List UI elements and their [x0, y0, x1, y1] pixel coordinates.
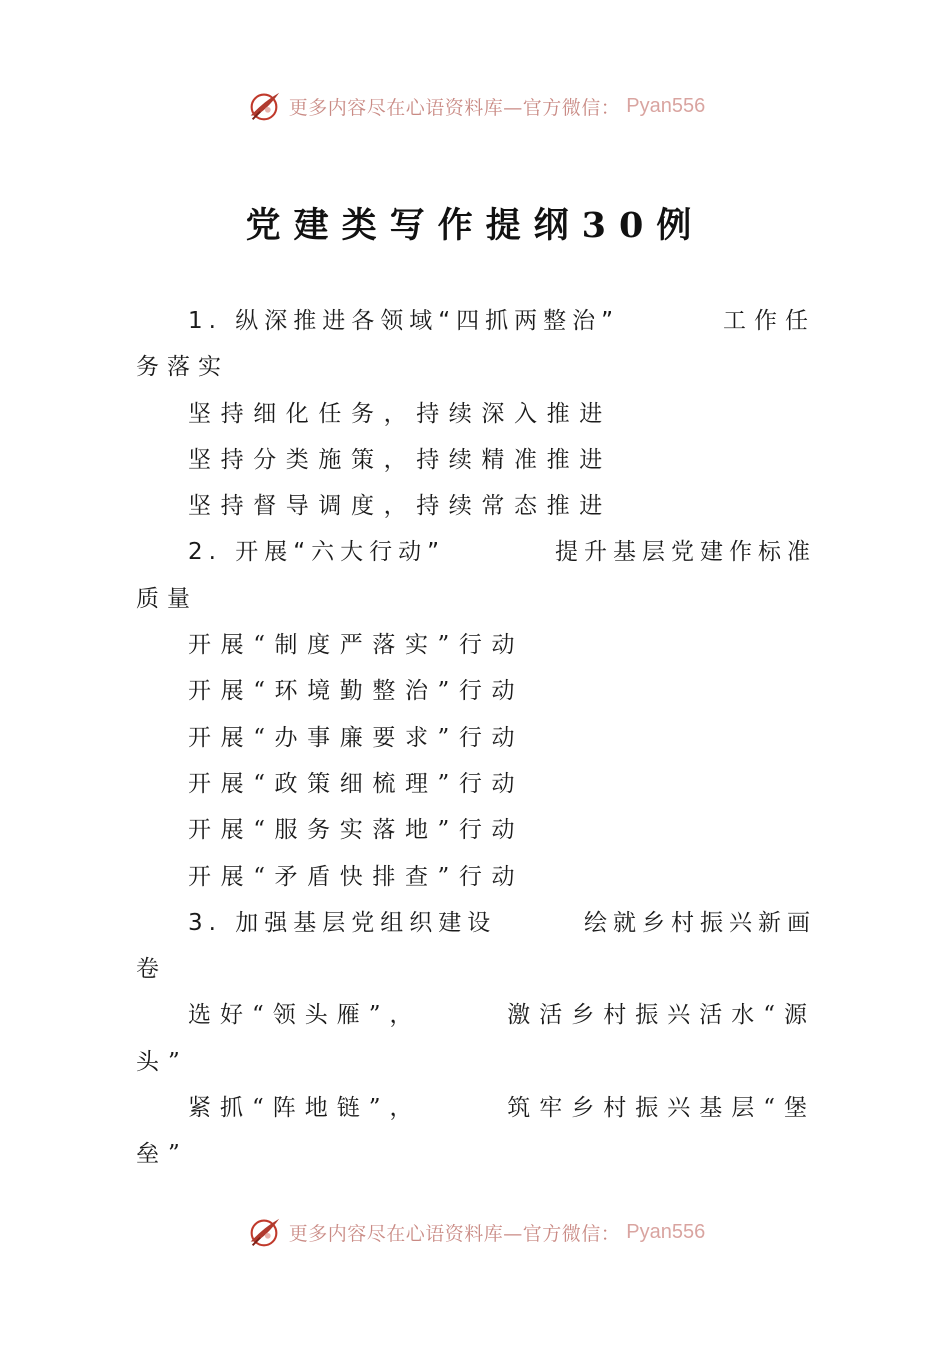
section-2-heading — [136, 529, 816, 575]
section-2-item-5: 开展“服务实落地”行动 — [188, 817, 525, 844]
document-body — [136, 298, 816, 1178]
section-1-item-2: 坚持分类施策，持续精准推进 — [188, 446, 612, 473]
section-3-heading-continued: 卷 — [136, 956, 167, 983]
section-2-item-6: 开展“矛盾快排查”行动 — [188, 863, 525, 890]
section-2-heading-continued: 质量 — [136, 585, 198, 612]
document-title: 党建类写作提纲30例 — [245, 205, 705, 246]
section-1-heading-part-b: 工作任 — [723, 308, 816, 334]
quill-pen-logo-icon — [245, 1213, 283, 1251]
section-1-heading-continued: 务落实 — [136, 354, 229, 381]
section-1-heading — [136, 298, 816, 344]
section-3-item-2-part-b: 筑牢乡村振兴基层“堡 — [507, 1095, 816, 1122]
section-1-item-3: 坚持督导调度，持续常态推进 — [188, 493, 612, 520]
section-2-heading-part-b: 提升基层党建作标准 — [555, 539, 816, 566]
section-1-heading-part-a: 1. 纵深推进各领域“四抓两整治” — [188, 308, 620, 334]
section-3-heading — [136, 900, 816, 946]
footer-banner — [0, 1210, 950, 1254]
section-3-item-1 — [136, 992, 816, 1038]
section-2-item-4: 开展“政策细梳理”行动 — [188, 770, 525, 797]
section-1-item-1: 坚持细化任务，持续深入推进 — [188, 400, 612, 427]
banner-text: 更多内容尽在心语资料库—官方微信： — [288, 96, 621, 119]
section-3-heading-part-a: 3. 加强基层党组织建设 — [188, 909, 497, 936]
quill-pen-logo-icon — [245, 87, 283, 125]
section-2-item-3: 开展“办事廉要求”行动 — [188, 724, 525, 751]
section-2-heading-part-a: 2. 开展“六大行动” — [188, 539, 446, 566]
section-3-item-2-continued: 垒” — [136, 1141, 189, 1168]
section-3-item-1-part-b: 激活乡村振兴活水“源 — [507, 1002, 816, 1029]
section-2-item-2: 开展“环境勤整治”行动 — [188, 678, 525, 705]
section-3-item-1-continued: 头” — [136, 1048, 189, 1075]
section-3-heading-part-b: 绘就乡村振兴新画 — [584, 909, 816, 936]
header-banner — [0, 84, 950, 128]
banner-wechat-id: Pyan556 — [626, 1220, 706, 1243]
section-3-item-2-part-a: 紧抓“阵地链”， — [188, 1095, 422, 1122]
banner-text: 更多内容尽在心语资料库—官方微信： — [288, 1222, 621, 1245]
section-3-item-1-part-a: 选好“领头雁”， — [188, 1002, 422, 1029]
section-3-item-2 — [136, 1085, 816, 1131]
section-2-item-1: 开展“制度严落实”行动 — [188, 632, 525, 659]
banner-wechat-id: Pyan556 — [626, 94, 706, 117]
